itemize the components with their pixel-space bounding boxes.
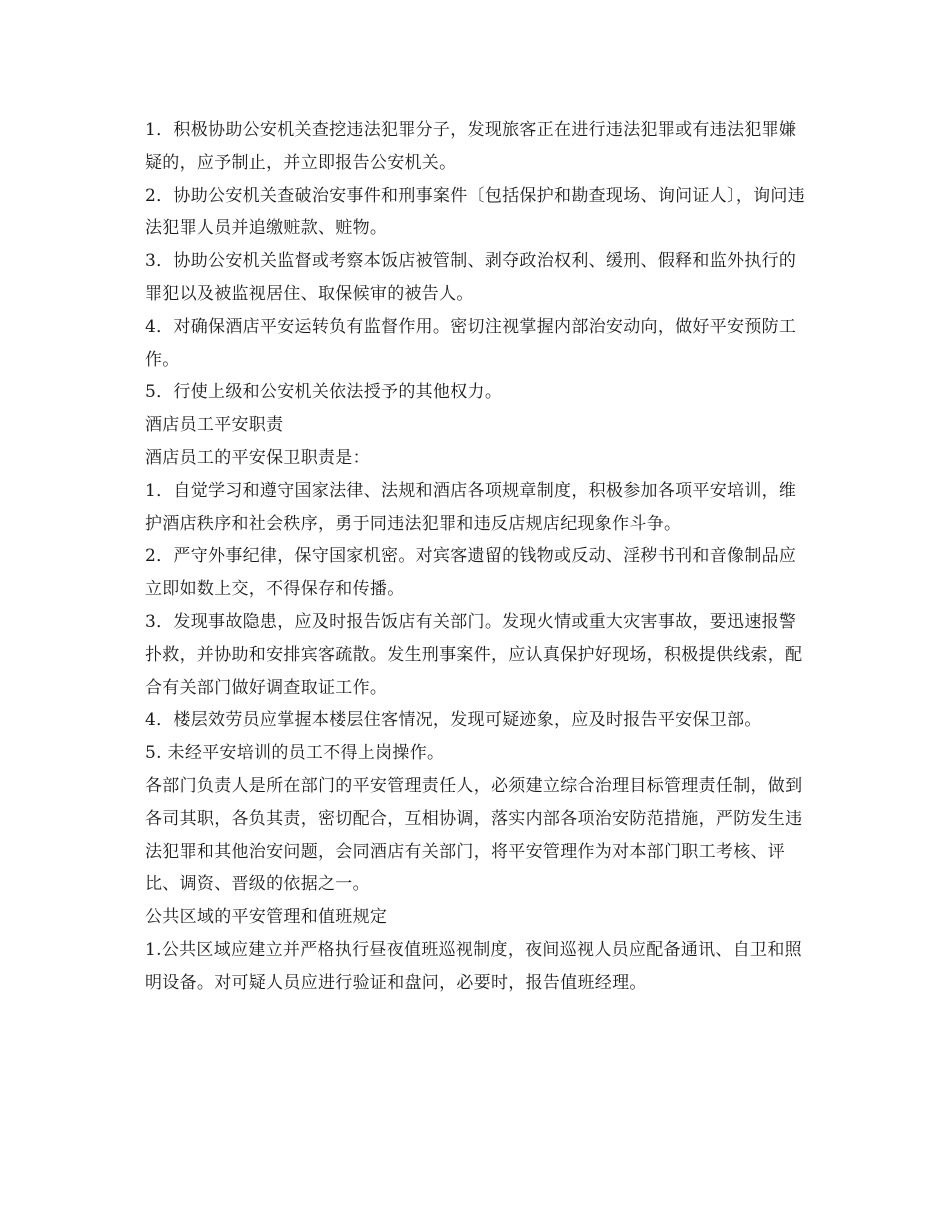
paragraph-3: 3．协助公安机关监督或考察本饭店被管制、剥夺政治权利、缓刑、假释和监外执行的罪犯以及被监视居住、取保候审的被告人。: [145, 251, 797, 304]
section-heading-employee-duties: 酒店员工平安职责: [145, 415, 284, 436]
paragraph-intro-duties: 酒店员工的平安保卫职责是：: [145, 447, 370, 468]
paragraph-duty-1: 1．自觉学习和遵守国家法律、法规和酒店各项规章制度，积极参加各项平安培训，维护酒店秩序和社会秩序，勇于同违法犯罪和违反店规店纪现象作斗争。: [145, 480, 797, 534]
paragraph-1: 1．积极协助公安机关查挖违法犯罪分子，发现旅客正在进行违法犯罪或有违法犯罪嫌疑的，应予制止，并立即报告公安机关。: [145, 120, 797, 173]
paragraph-5: 5．行使上级和公安机关依法授予的其他权力。: [145, 382, 503, 403]
paragraph-duty-2: 2．严守外事纪律，保守国家机密。对宾客遗留的钱物或反动、淫秽书刊和音像制品应立即如数上交，不得保存和传播。: [145, 546, 797, 600]
paragraph-2: 2．协助公安机关查破治安事件和刑事案件〔包括保护和勘查现场、询问证人〕，询问违法犯罪人员并追缴赃款、赃物。: [145, 185, 806, 239]
document-body: [145, 114, 810, 1000]
paragraph-duty-3: 3．发现事故隐患，应及时报告饭店有关部门。发现火情或重大灾害事故，要迅速报警扑救，并协助和安排宾客疏散。发生刑事案件，应认真保护好现场，积极提供线索，配合有关部门做好调查取证工作。: [145, 611, 803, 698]
paragraph-duty-4: 4．楼层效劳员应掌握本楼层住客情况，发现可疑迹象，应及时报告平安保卫部。: [145, 710, 762, 731]
paragraph-department-heads: 各部门负责人是所在部门的平安管理责任人，必须建立综合治理目标管理责任制，做到各司其职，各负其责，密切配合，互相协调，落实内部各项治安防范措施，严防发生违法犯罪和其他治安问题，会同酒店有关部门，将平安管理作为对本部门职工考核、评比、调资、晋级的依据之一。: [145, 775, 803, 895]
paragraph-duty-5: 5. 未经平安培训的员工不得上岗操作。: [145, 743, 445, 764]
section-heading-public-areas: 公共区域的平安管理和值班规定: [145, 907, 388, 928]
paragraph-4: 4．对确保酒店平安运转负有监督作用。密切注视掌握内部治安动向，做好平安预防工作。: [145, 316, 797, 370]
paragraph-public-area-1: 1.公共区域应建立并严格执行昼夜值班巡视制度，夜间巡视人员应配备通讯、自卫和照明设备。对可疑人员应进行验证和盘问，必要时，报告值班经理。: [145, 939, 802, 993]
